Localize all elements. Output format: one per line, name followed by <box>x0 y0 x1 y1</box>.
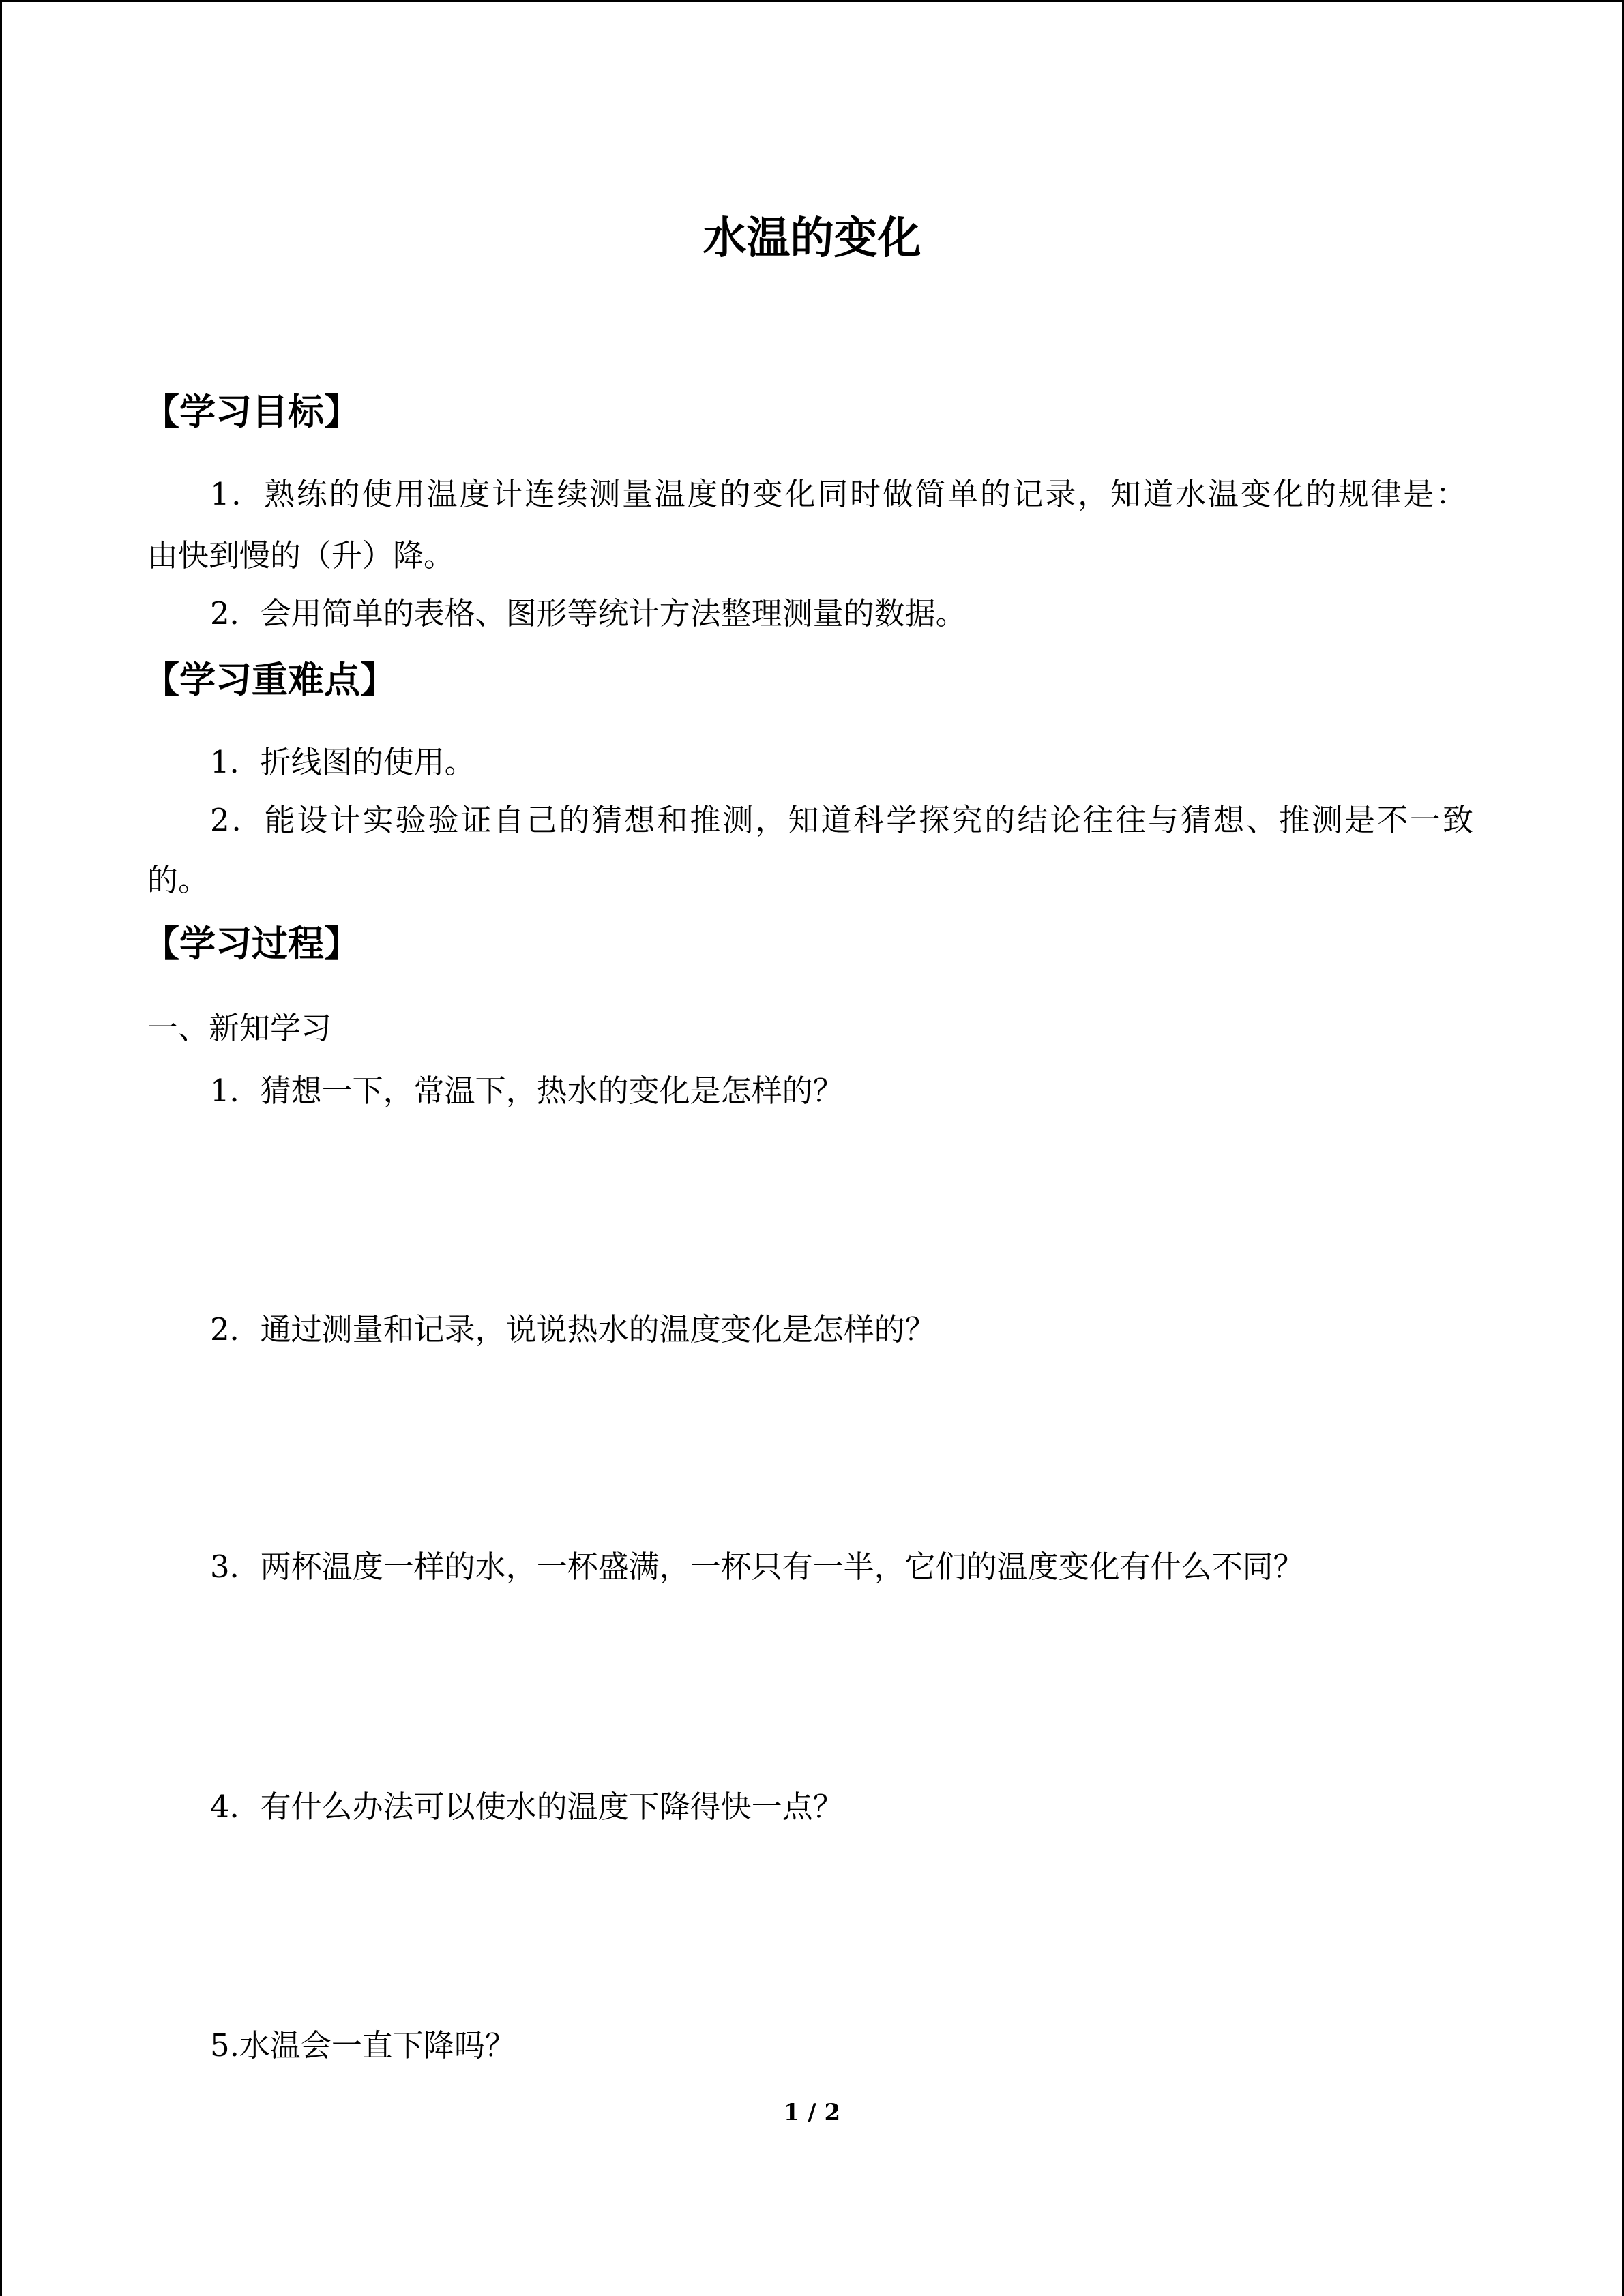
key-point-item-1: 1．折线图的使用。 <box>210 744 475 780</box>
key-point-item-2-line-1: 2．能设计实验验证自己的猜想和推测，知道科学探究的结论往往与猜想、推测是不一致 <box>210 802 1473 838</box>
section-heading-objectives: 【学习目标】 <box>143 391 360 433</box>
question-2: 2．通过测量和记录，说说热水的温度变化是怎样的？ <box>210 1311 936 1347</box>
process-subheading: 一、新知学习 <box>147 1010 332 1046</box>
objective-item-2: 2．会用简单的表格、图形等统计方法整理测量的数据。 <box>210 595 966 631</box>
question-4: 4．有什么办法可以使水的温度下降得快一点？ <box>210 1789 844 1825</box>
document-title: 水温的变化 <box>703 213 921 264</box>
section-heading-process: 【学习过程】 <box>143 923 360 965</box>
objective-item-1-line-2: 由快到慢的（升）降。 <box>147 537 455 573</box>
question-5: 5.水温会一直下降吗？ <box>210 2027 516 2063</box>
objective-item-1-line-1: 1．熟练的使用温度计连续测量温度的变化同时做简单的记录，知道水温变化的规律是： <box>210 476 1466 512</box>
section-heading-key-points: 【学习重难点】 <box>143 659 396 701</box>
page-number: 1 / 2 <box>783 2099 841 2126</box>
key-point-item-2-line-2: 的。 <box>147 862 209 898</box>
question-1: 1．猜想一下，常温下，热水的变化是怎样的？ <box>210 1073 844 1109</box>
question-3: 3．两杯温度一样的水，一杯盛满，一杯只有一半，它们的温度变化有什么不同？ <box>210 1549 1304 1585</box>
